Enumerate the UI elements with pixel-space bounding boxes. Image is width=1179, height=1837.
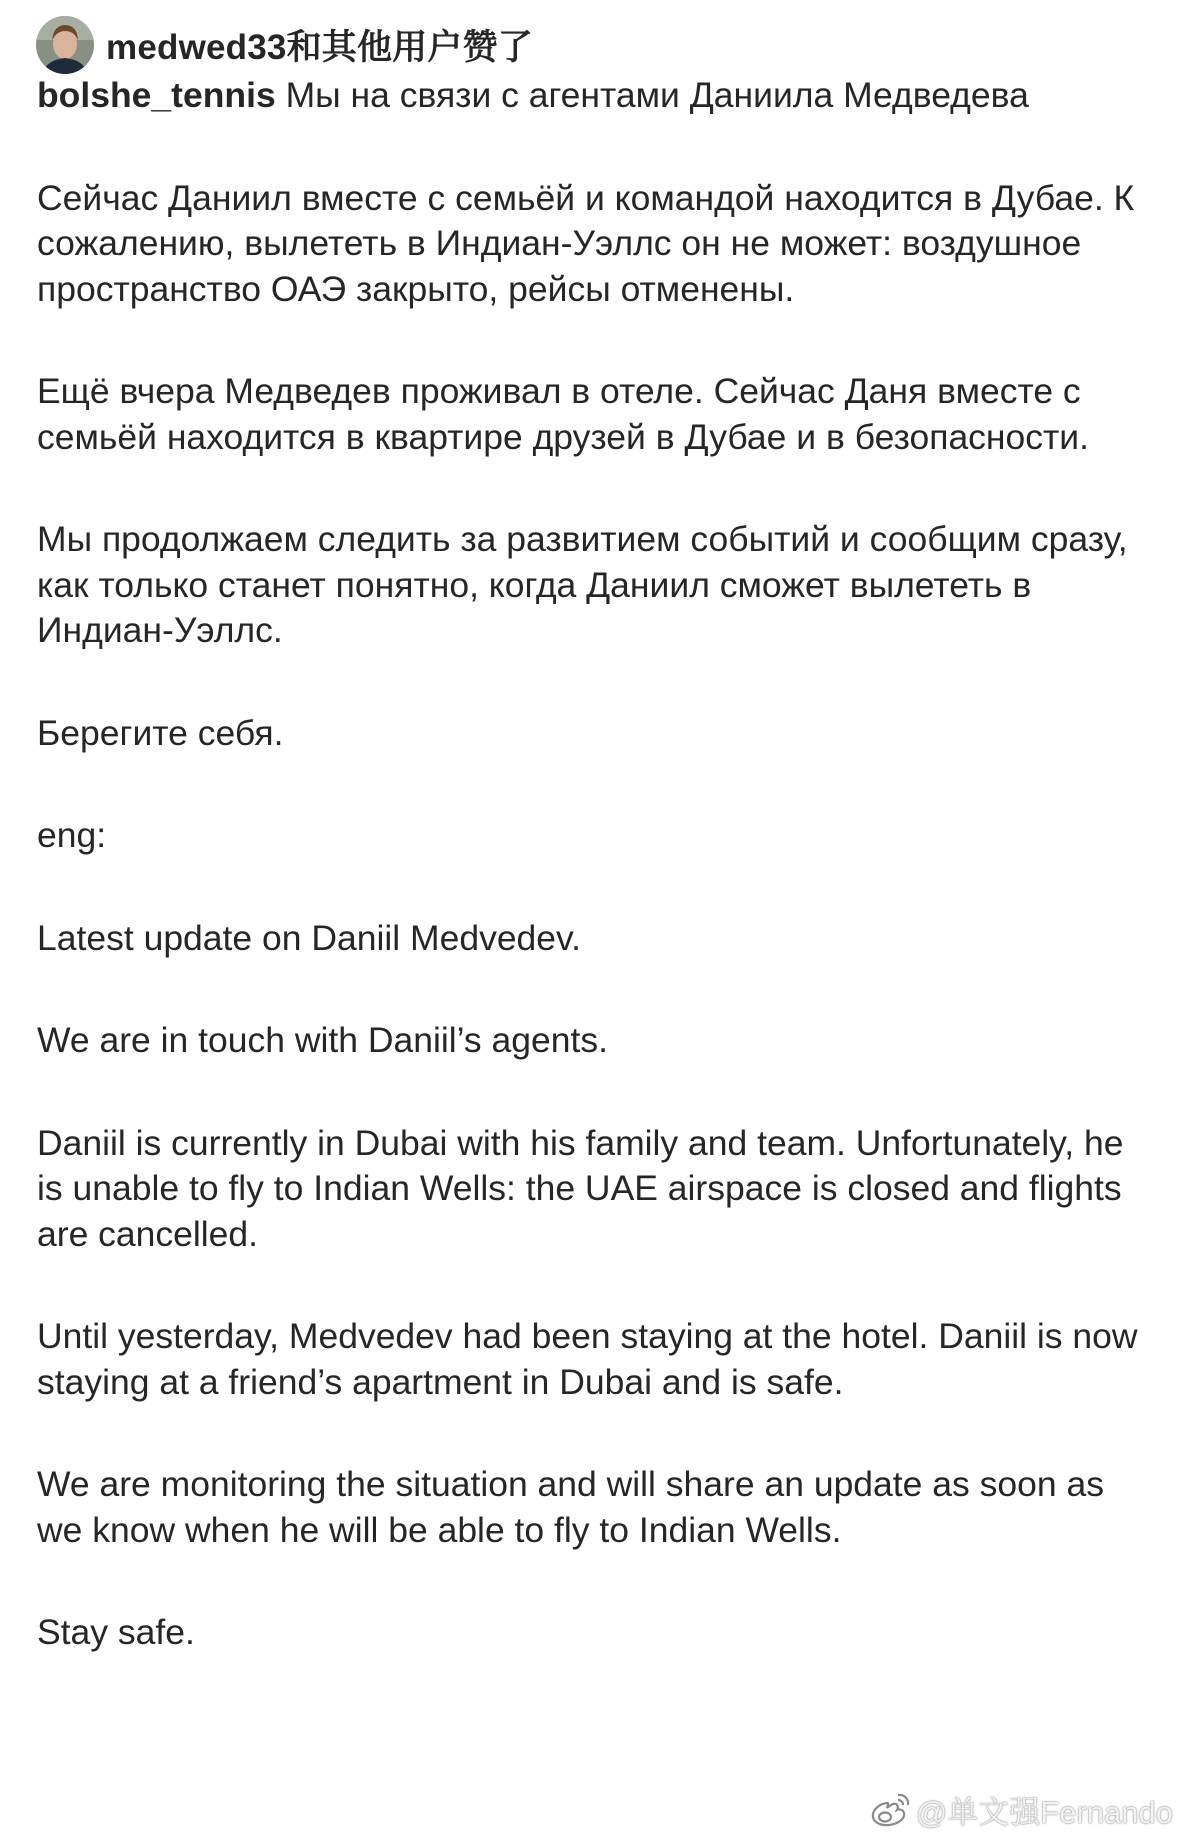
caption-paragraph: Until yesterday, Medvedev had been staying at the hotel. Daniil is now staying at a friend’s apartment in Dubai and is safe.: [37, 1316, 1138, 1402]
caption-paragraph: Сейчас Даниил вместе с семьёй и командой находится в Дубае. К сожалению, вылететь в Индиан-Уэллс он не может: воздушное пространство ОАЭ закрыто, рейсы отменены.: [37, 177, 1135, 309]
caption-paragraph: Ещё вчера Медведев проживал в отеле. Сейчас Даня вместе с семьёй находится в квартире друзей в Дубае и в безопасности.: [37, 371, 1089, 457]
likes-summary[interactable]: [36, 14, 533, 76]
caption-paragraph: Берегите себя.: [37, 712, 284, 753]
caption-paragraph: [37, 73, 1157, 119]
watermark-text: @单文强Fernando: [915, 1794, 1173, 1830]
caption-paragraph: Мы продолжаем следить за развитием событий и сообщим сразу, как только станет понятно, когда Даниил сможет вылететь в Индиан-Уэллс.: [37, 519, 1128, 650]
weibo-watermark: [868, 1787, 1173, 1831]
caption-paragraph: We are monitoring the situation and will share an update as soon as we know when he will be able to fly to Indian Wells.: [37, 1464, 1104, 1550]
caption-paragraph: eng:: [37, 815, 107, 855]
caption-paragraph: Daniil is currently in Dubai with his family and team. Unfortunately, he is unable to fly to Indian Wells: the UAE airspace is closed and flights are cancelled.: [37, 1122, 1124, 1254]
liker-avatar[interactable]: [36, 16, 94, 74]
post-caption: [37, 73, 1157, 1656]
likes-text[interactable]: medwed33和其他用户赞了: [106, 28, 533, 67]
post-username[interactable]: bolshe_tennis: [37, 75, 276, 115]
caption-paragraph: We are in touch with Daniil’s agents.: [37, 1020, 608, 1060]
caption-intro-text: Мы на связи с агентами Даниила Медведева: [285, 75, 1029, 115]
caption-paragraph: Stay safe.: [37, 1612, 195, 1652]
weibo-icon: [868, 1789, 914, 1829]
caption-paragraph: Latest update on Daniil Medvedev.: [37, 917, 582, 958]
